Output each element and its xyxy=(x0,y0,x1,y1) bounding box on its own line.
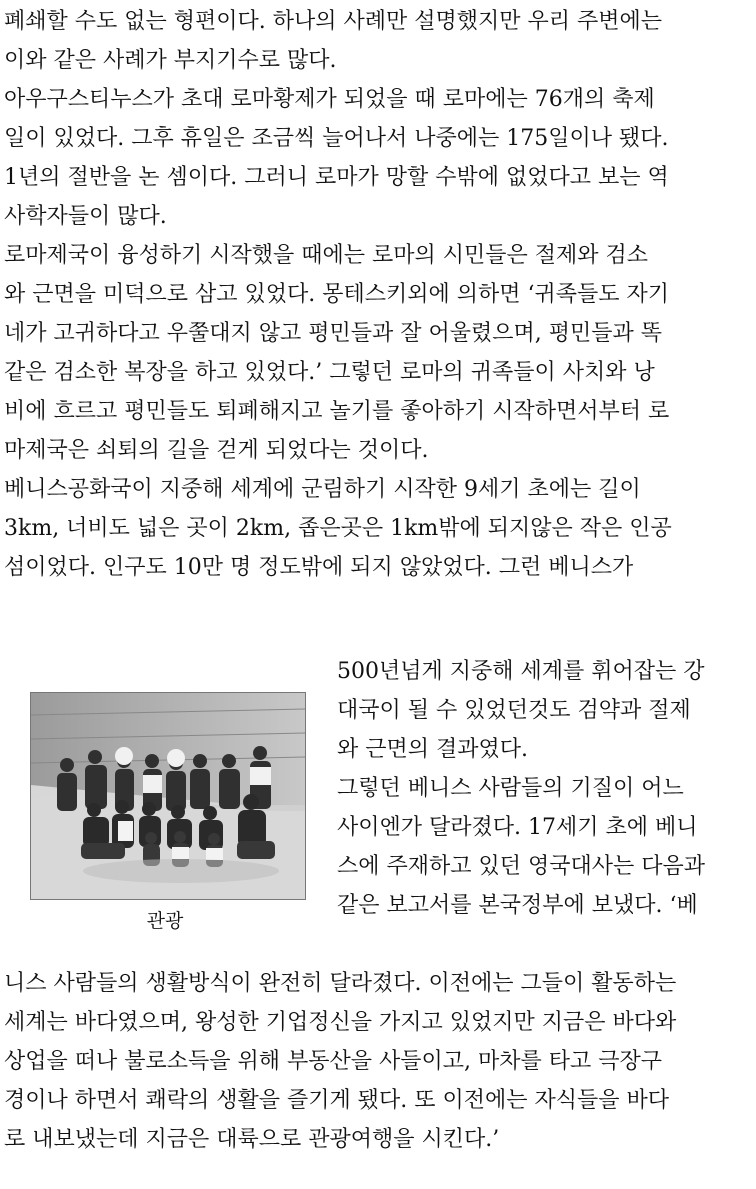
tourist-group-photo xyxy=(30,692,306,900)
text-line-16: 500년넘게 지중해 세계를 휘어잡는 강 xyxy=(337,659,705,684)
bottom-text-block xyxy=(4,964,752,1159)
text-line-24: 세계는 바다였으며, 왕성한 기업정신을 가지고 있었지만 지금은 바다와 xyxy=(4,1010,677,1035)
photo-caption: 관광 xyxy=(146,910,184,932)
text-line-11: 비에 흐르고 평민들도 퇴폐해지고 놀기를 좋아하기 시작하면서부터 로 xyxy=(4,399,670,424)
text-line-1: 폐쇄할 수도 없는 형편이다. 하나의 사례만 설명했지만 우리 주변에는 xyxy=(4,9,662,34)
text-line-13: 베니스공화국이 지중해 세계에 군림하기 시작한 9세기 초에는 길이 xyxy=(4,477,641,502)
top-text-block xyxy=(4,2,752,587)
text-line-21: 스에 주재하고 있던 영국대사는 다음과 xyxy=(337,854,706,879)
text-line-2: 이와 같은 사례가 부지기수로 많다. xyxy=(4,48,337,73)
text-line-20: 사이엔가 달라졌다. 17세기 초에 베니 xyxy=(337,815,698,840)
text-line-6: 사학자들이 많다. xyxy=(4,204,167,229)
wrapped-text-block xyxy=(337,652,753,925)
text-line-8: 와 근면을 미덕으로 삼고 있었다. 몽테스키외에 의하면 ‘귀족들도 자기 xyxy=(4,282,669,307)
text-line-27: 로 내보냈는데 지금은 대륙으로 관광여행을 시킨다.’ xyxy=(4,1127,500,1152)
text-line-26: 경이나 하면서 쾌락의 생활을 즐기게 됐다. 또 이전에는 자식들을 바다 xyxy=(4,1088,669,1113)
text-line-15: 섬이었다. 인구도 10만 명 정도밖에 되지 않았었다. 그런 베니스가 xyxy=(4,555,634,580)
text-line-4: 일이 있었다. 그후 휴일은 조금씩 늘어나서 나중에는 175일이나 됐다. xyxy=(4,126,669,151)
text-line-14: 3km, 너비도 넓은 곳이 2km, 좁은곳은 1km밖에 되지않은 작은 인공 xyxy=(4,516,672,541)
text-line-12: 마제국은 쇠퇴의 길을 걷게 되었다는 것이다. xyxy=(4,438,429,463)
text-line-23: 니스 사람들의 생활방식이 완전히 달라졌다. 이전에는 그들이 활동하는 xyxy=(4,971,677,996)
text-line-17: 대국이 될 수 있었던것도 검약과 절제 xyxy=(337,698,691,723)
text-line-5: 1년의 절반을 논 셈이다. 그러니 로마가 망할 수밖에 없었다고 보는 역 xyxy=(4,165,669,190)
text-line-19: 그렇던 베니스 사람들의 기질이 어느 xyxy=(337,776,684,801)
text-line-18: 와 근면의 결과였다. xyxy=(337,737,528,762)
text-line-9: 네가 고귀하다고 우쭐대지 않고 평민들과 잘 어울렸으며, 평민들과 똑 xyxy=(4,321,662,346)
text-line-22: 같은 보고서를 본국정부에 보냈다. ‘베 xyxy=(337,893,698,918)
text-line-3: 아우구스티누스가 초대 로마황제가 되었을 때 로마에는 76개의 축제 xyxy=(4,87,655,112)
text-line-25: 상업을 떠나 불로소득을 위해 부동산을 사들이고, 마차를 타고 극장구 xyxy=(4,1049,662,1074)
text-line-10: 같은 검소한 복장을 하고 있었다.’ 그렇던 로마의 귀족들이 사치와 낭 xyxy=(4,360,655,385)
text-line-7: 로마제국이 융성하기 시작했을 때에는 로마의 시민들은 절제와 검소 xyxy=(4,243,649,268)
